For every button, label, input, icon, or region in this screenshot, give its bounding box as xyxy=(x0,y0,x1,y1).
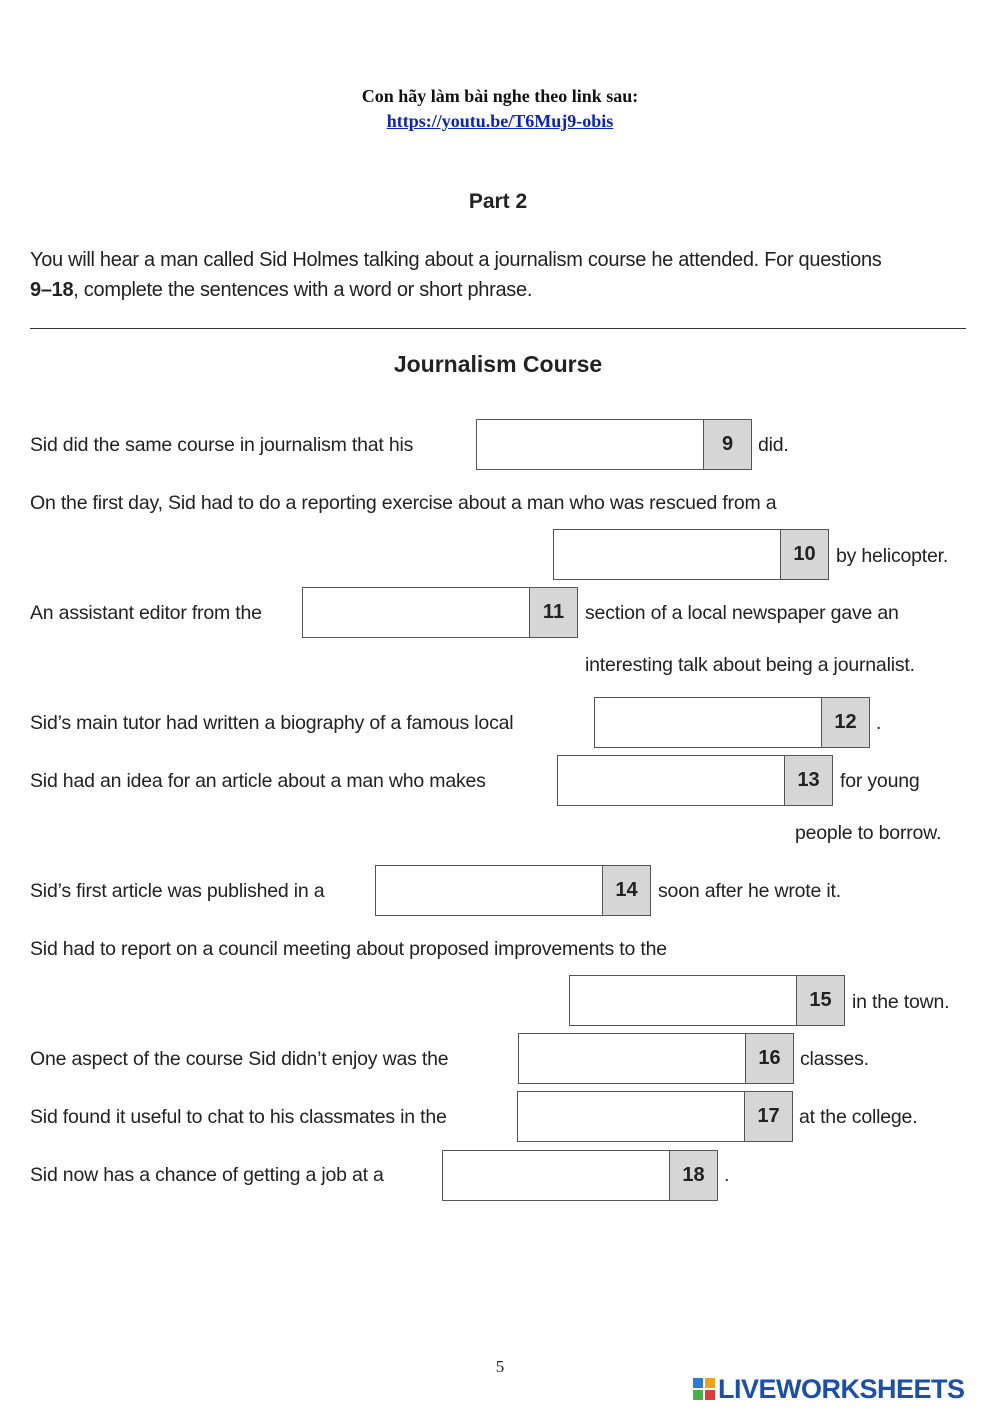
answer-box-9[interactable] xyxy=(476,419,752,470)
question-18-text: Sid now has a chance of getting a job at a xyxy=(30,1164,384,1186)
brand-name: LIVEWORKSHEETS xyxy=(718,1374,965,1404)
question-13-after: for young xyxy=(840,770,920,792)
question-number-12: 12 xyxy=(821,698,869,747)
question-9-after: did. xyxy=(758,434,789,456)
instructions-text-end: , complete the sentences with a word or short phrase. xyxy=(73,279,533,301)
question-17-text: Sid found it useful to chat to his classmates in the xyxy=(30,1106,447,1128)
question-number-14: 14 xyxy=(602,866,650,915)
question-number-11: 11 xyxy=(529,588,577,637)
answer-field-16[interactable] xyxy=(519,1034,746,1083)
answer-box-15[interactable] xyxy=(569,975,845,1026)
question-15-text: Sid had to report on a council meeting about proposed improvements to the xyxy=(30,938,667,960)
part-title: Part 2 xyxy=(468,190,528,213)
question-11-continuation: interesting talk about being a journalist. xyxy=(585,654,915,676)
question-9-text: Sid did the same course in journalism that his xyxy=(30,434,414,456)
answer-box-10[interactable] xyxy=(553,529,829,580)
question-12-after: . xyxy=(876,712,882,734)
header-instruction: Con hãy làm bài nghe theo link sau: xyxy=(361,86,639,106)
divider xyxy=(30,328,966,329)
answer-box-14[interactable] xyxy=(375,865,651,916)
answer-field-15[interactable] xyxy=(570,976,797,1025)
question-17-after: at the college. xyxy=(799,1106,918,1128)
question-12-text: Sid’s main tutor had written a biography of a famous local xyxy=(30,712,514,734)
question-number-10: 10 xyxy=(780,530,828,579)
question-16-text: One aspect of the course Sid didn’t enjoy was the xyxy=(30,1048,449,1070)
answer-box-18[interactable] xyxy=(442,1150,718,1201)
question-11-text: An assistant editor from the xyxy=(30,602,262,624)
answer-box-12[interactable] xyxy=(594,697,870,748)
question-14-after: soon after he wrote it. xyxy=(658,880,841,902)
worksheet-header xyxy=(0,84,1000,134)
question-number-15: 15 xyxy=(796,976,844,1025)
question-number-17: 17 xyxy=(744,1092,792,1141)
question-18-after: . xyxy=(724,1164,730,1186)
question-number-9: 9 xyxy=(703,420,751,469)
question-10-after: by helicopter. xyxy=(836,545,949,567)
answer-field-9[interactable] xyxy=(477,420,704,469)
answer-field-12[interactable] xyxy=(595,698,822,747)
answer-box-13[interactable] xyxy=(557,755,833,806)
question-number-16: 16 xyxy=(745,1034,793,1083)
section-title: Journalism Course xyxy=(393,351,603,377)
question-14-text: Sid’s first article was published in a xyxy=(30,880,325,902)
question-number-18: 18 xyxy=(669,1151,717,1200)
question-10-text: On the first day, Sid had to do a reporting exercise about a man who was rescued from a xyxy=(30,492,777,514)
answer-field-11[interactable] xyxy=(303,588,530,637)
question-13-continuation: people to borrow. xyxy=(795,822,942,844)
listening-link[interactable]: https://youtu.be/T6Muj9-obis xyxy=(386,111,614,131)
question-number-13: 13 xyxy=(784,756,832,805)
liveworksheets-logo-icon xyxy=(693,1378,715,1400)
question-16-after: classes. xyxy=(800,1048,869,1070)
answer-field-10[interactable] xyxy=(554,530,781,579)
question-15-after: in the town. xyxy=(852,991,950,1013)
question-13-text: Sid had an idea for an article about a man who makes xyxy=(30,770,486,792)
answer-box-16[interactable] xyxy=(518,1033,794,1084)
answer-box-11[interactable] xyxy=(302,587,578,638)
answer-field-18[interactable] xyxy=(443,1151,670,1200)
question-range: 9–18 xyxy=(30,279,74,301)
answer-field-14[interactable] xyxy=(376,866,603,915)
liveworksheets-brand[interactable] xyxy=(693,1374,965,1404)
answer-field-17[interactable] xyxy=(518,1092,745,1141)
page-number: 5 xyxy=(495,1357,505,1376)
question-11-after: section of a local newspaper gave an xyxy=(585,602,899,624)
answer-field-13[interactable] xyxy=(558,756,785,805)
answer-box-17[interactable] xyxy=(517,1091,793,1142)
task-instructions xyxy=(30,245,975,305)
instructions-text: You will hear a man called Sid Holmes talking about a journalism course he attended. For questions xyxy=(30,249,882,271)
